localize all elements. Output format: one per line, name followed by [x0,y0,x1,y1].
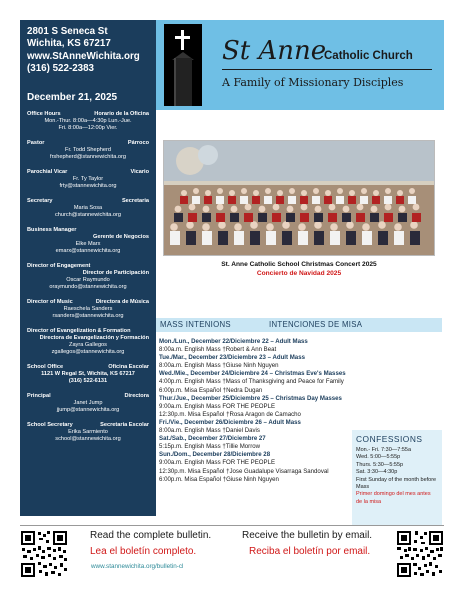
confession-time: Thurs. 5:30—5:55p [356,461,404,468]
staff-name: Raeschela Sanders [63,305,113,312]
email-bulletin-text-es: Reciba el boletín por email. [249,546,371,557]
staff-role-es: Directora [124,392,149,399]
staff-role: School Secretary [27,421,73,428]
school-office [27,364,149,385]
office-hours-line: Mon.-Thur. 8:00a—4:30p Lun.-Jue. [44,117,132,124]
staff-name: Fr. Todd Shepherd [65,146,111,153]
office-hours-label-es: Horario de la Oficina [94,110,149,117]
staff-name: Elke Marx [75,240,101,247]
staff-role-es: Directora de Evangelización y Formación [39,334,149,341]
confessions-title: CONFESSIONS [356,434,423,444]
office-hours-line: Fri. 8:00a—12:00p Vier. [58,124,118,131]
staff-email[interactable]: oraymundo@stannewichita.org [49,283,127,290]
staff-role: Business Manager [27,226,77,233]
logo-catholic-church: Catholic Church [324,50,413,62]
confession-time: Wed. 5:00—5:55p [356,454,401,461]
bulletin-url-link[interactable]: www.stannewichita.org/bulletin-cl [91,563,184,570]
staff-role: Director of Engagement [27,262,91,269]
confession-time: Sat. 3:30—4:30p [356,469,398,476]
staff-role-es: Párroco [127,139,149,146]
tagline: A Family of Missionary Disciples [222,76,404,89]
staff-evangelization [27,328,149,356]
phone-number: (316) 522-2383 [27,63,94,75]
bulletin-date: December 21, 2025 [27,91,118,103]
logo-st-anne: St Anne [222,36,327,66]
staff-email[interactable]: school@stannewichita.org [55,435,121,442]
mass-intention: 9:00a.m. English Mass FOR THE PEOPLE [159,402,276,410]
photo-caption-es: Concierto de Navidad 2025 [256,270,342,277]
bulletin-header [156,20,444,110]
office-hours [27,111,149,132]
staff-role-es: Directora de Música [95,298,149,305]
staff-name: Maria Sosa [73,204,103,211]
mass-intentions-heading [156,318,442,332]
staff-name: Fr. Ty Taylor [72,175,104,182]
mass-heading-en: MASS INTENIONS [160,320,231,329]
staff-email[interactable]: church@stannewichita.org [55,211,121,218]
staff-school-secretary [27,422,149,443]
read-bulletin-text-es: Lea el boletín completo. [90,546,197,557]
mass-intention: 4:00p.m. English Mass †Mass of Thanksgiving and Peace for Family [159,378,344,386]
staff-name: Erika Sarmiento [68,428,108,435]
logo-divider [222,69,432,70]
qr-code-icon [20,530,68,578]
mass-intention: 8:00a.m. English Mass †Robert & Ann Beat [159,346,277,354]
mass-intention: 6:00p.m. Misa Español †Nedra Dugan [159,386,263,394]
mass-intention: 6:00p.m. Misa Español †Giuse Ninh Nguyen [159,475,279,483]
qr-code-email-signup[interactable] [396,530,444,578]
address-city: Wichita, KS 67217 [27,38,111,50]
staff-role: Director of Music [27,298,73,305]
church-logo-icon [164,24,202,106]
staff-email[interactable]: frshepherd@stannewichita.org [50,153,126,160]
church-building-icon [174,58,192,106]
mass-intention: 12:30p.m. Misa Español †Jose Guadalupe Visarraga Sandoval [159,467,329,475]
staff-email[interactable]: frty@stannewichita.org [59,182,117,189]
mass-day: Wed./Mie., December 24/Diciembre 24 – Christmas Eve's Masses [159,370,346,378]
confession-time: Mon.- Fri. 7:30—7:55a [356,447,412,453]
confessions-box [352,430,442,526]
staff-role: Pastor [27,139,45,146]
staff-role-es: Vicario [130,168,149,175]
mass-intention: 8:00a.m. English Mass †Giuse Ninh Nguyen [159,362,279,370]
staff-role-es: Gerente de Negocios [93,233,149,240]
staff-role: Parochial Vicar [27,168,68,175]
staff-email[interactable]: jjump@stannewichita.org [56,406,120,413]
staff-vicar [27,169,149,190]
school-phone: (316) 522-6131 [68,377,108,384]
staff-secretary [27,198,149,219]
staff-name: Janet Jump [73,399,103,406]
mass-intention: 12:30p.m. Misa Español †Rosa Aragon de Camacho [159,410,301,418]
staff-email[interactable]: rsanders@stannewichita.org [52,312,124,319]
parish-address [27,26,149,76]
staff-pastor [27,140,149,161]
school-address: 1121 W Regal St, Wichita, KS 67217 [41,370,135,377]
staff-role-es: Director de Participación [82,269,149,276]
staff-name: Oscar Raymundo [66,276,110,283]
staff-email[interactable]: emarx@stannewichita.org [55,247,121,254]
mass-intention: 8:00a.m. English Mass †Daniel Davis [159,427,260,435]
mass-day: Mon./Lun., December 22/Diciembre 22 – Adult Mass [159,338,308,345]
mass-intention: 9:00a.m. English Mass FOR THE PEOPLE [159,459,276,467]
staff-role: Director of Evangelization & Formation [27,327,131,334]
confession-time: First Sunday of the month before Mass [356,476,437,491]
footer-divider [20,525,444,526]
staff-role-es: Secretaria [121,197,149,204]
qr-code-icon [396,530,444,578]
mass-day: Tue./Mar., December 23/Diciembre 23 – Adult Mass [159,354,305,362]
sidebar [20,20,156,516]
mass-day: Sat./Sab., December 27/Diciembre 27 [159,435,266,443]
staff-role: School Office [27,363,64,370]
confession-time-es: Primer domingo del mes antes de la misa [356,491,431,505]
cross-icon [181,30,184,50]
email-bulletin-text: Receive the bulletin by email. [242,530,373,541]
staff-principal [27,393,149,414]
staff-role-es: Secretaria Escolar [100,421,149,428]
website-link[interactable]: www.StAnneWichita.org [27,50,140,62]
mass-day: Fri./Vie., December 26/Diciembre 26 – Adult Mass [159,418,301,426]
read-bulletin-text: Read the complete bulletin. [90,530,212,541]
concert-photo [163,140,435,256]
qr-code-bulletin[interactable] [20,530,68,578]
staff-email[interactable]: zgallegos@stannewichita.org [51,348,125,355]
mass-heading-es: INTENCIONES DE MISA [269,320,363,329]
mass-day: Thur./Jue., December 25/Diciembre 25 – Christmas Day Masses [159,394,342,402]
office-hours-label: Office Hours [27,110,61,117]
staff-engagement [27,263,149,291]
staff-role: Secretary [27,197,53,204]
group-photo-graphic [164,141,435,256]
staff-business [27,227,149,255]
mass-day: Sun./Dom., December 28/Diciembre 28 [159,451,271,459]
photo-caption: St. Anne Catholic School Christmas Concert 2025 [221,261,377,268]
staff-role: Principal [27,392,51,399]
address-street: 2801 S Seneca St [27,26,108,37]
staff-role-es: Oficina Escolar [108,363,149,370]
staff-name: Zayra Gallegos [69,341,107,348]
staff-music [27,299,149,320]
cross-icon-bar [175,36,190,39]
mass-intention: 5:15p.m. English Mass †Tillie Morrow [159,443,261,451]
